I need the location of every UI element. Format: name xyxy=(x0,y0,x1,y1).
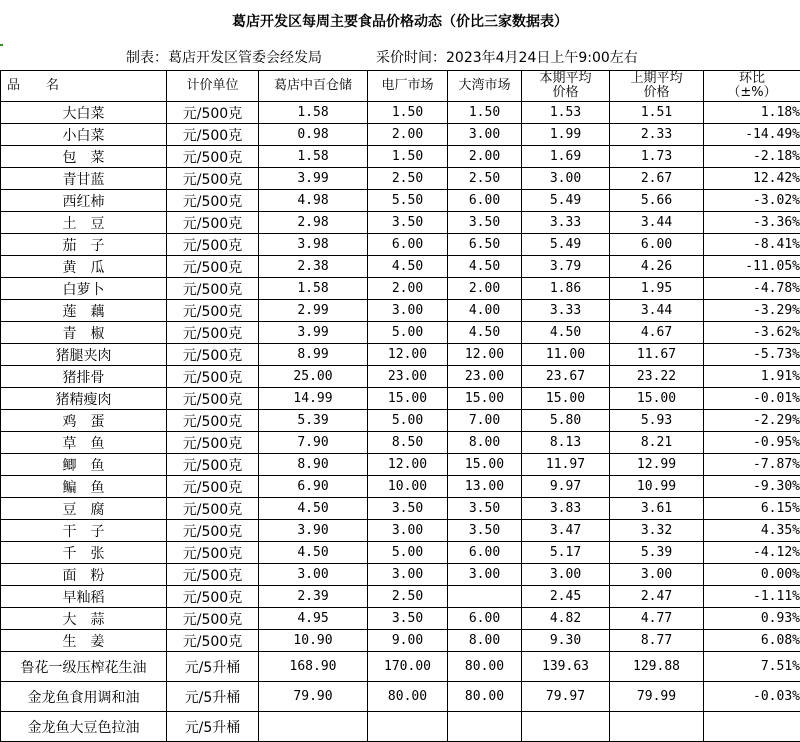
avg-price-prev: 3.61 xyxy=(610,498,704,520)
change-percent: -14.49% xyxy=(704,124,800,146)
price-market-3: 15.00 xyxy=(448,454,522,476)
table-row xyxy=(1,520,800,542)
avg-price-prev: 2.67 xyxy=(610,168,704,190)
price-market-2: 1.50 xyxy=(368,102,448,124)
collect-time: 采价时间：2023年4月24日上午9:00左右 xyxy=(376,44,638,72)
table-row xyxy=(1,124,800,146)
price-market-3: 2.00 xyxy=(448,146,522,168)
avg-price-now: 3.33 xyxy=(522,300,610,322)
item-name: 茄 子 xyxy=(1,234,167,256)
avg-price-now: 3.79 xyxy=(522,256,610,278)
price-market-1: 2.39 xyxy=(259,586,368,608)
avg-price-prev: 2.33 xyxy=(610,124,704,146)
header-avg-prev xyxy=(610,71,704,102)
price-market-1: 7.90 xyxy=(259,432,368,454)
price-market-3 xyxy=(448,586,522,608)
change-percent: -11.05% xyxy=(704,256,800,278)
change-percent: 12.42% xyxy=(704,168,800,190)
item-unit: 元/5升桶 xyxy=(167,652,259,682)
price-market-2: 9.00 xyxy=(368,630,448,652)
item-unit: 元/500克 xyxy=(167,564,259,586)
table-row xyxy=(1,432,800,454)
header-avg-now-line1: 本期平均 xyxy=(522,72,609,86)
table-row xyxy=(1,608,800,630)
change-percent: -4.12% xyxy=(704,542,800,564)
price-market-3: 7.00 xyxy=(448,410,522,432)
avg-price-prev: 5.66 xyxy=(610,190,704,212)
avg-price-now: 5.49 xyxy=(522,190,610,212)
price-market-2: 23.00 xyxy=(368,366,448,388)
price-market-2: 10.00 xyxy=(368,476,448,498)
item-name: 金龙鱼食用调和油 xyxy=(1,682,167,712)
price-market-2: 4.50 xyxy=(368,256,448,278)
change-percent: 1.91% xyxy=(704,366,800,388)
avg-price-prev: 12.99 xyxy=(610,454,704,476)
item-unit: 元/5升桶 xyxy=(167,712,259,742)
table-row xyxy=(1,388,800,410)
header-unit: 计价单位 xyxy=(167,71,259,102)
avg-price-now: 1.53 xyxy=(522,102,610,124)
price-market-3: 23.00 xyxy=(448,366,522,388)
price-market-3 xyxy=(448,712,522,742)
item-unit: 元/500克 xyxy=(167,278,259,300)
price-market-1: 8.99 xyxy=(259,344,368,366)
avg-price-now: 15.00 xyxy=(522,388,610,410)
avg-price-prev: 4.77 xyxy=(610,608,704,630)
avg-price-prev: 5.93 xyxy=(610,410,704,432)
item-unit: 元/500克 xyxy=(167,124,259,146)
avg-price-now: 8.13 xyxy=(522,432,610,454)
table-row xyxy=(1,476,800,498)
change-percent: -3.62% xyxy=(704,322,800,344)
item-name: 千 张 xyxy=(1,542,167,564)
change-percent: 0.93% xyxy=(704,608,800,630)
avg-price-prev: 1.51 xyxy=(610,102,704,124)
change-percent: 1.18% xyxy=(704,102,800,124)
price-market-3: 80.00 xyxy=(448,682,522,712)
item-name: 豆 腐 xyxy=(1,498,167,520)
price-market-2: 3.00 xyxy=(368,564,448,586)
item-name: 包 菜 xyxy=(1,146,167,168)
item-name: 小白菜 xyxy=(1,124,167,146)
avg-price-now: 5.17 xyxy=(522,542,610,564)
price-market-1: 10.90 xyxy=(259,630,368,652)
avg-price-prev: 11.67 xyxy=(610,344,704,366)
item-name: 大白菜 xyxy=(1,102,167,124)
item-unit: 元/500克 xyxy=(167,498,259,520)
header-market-3: 大湾市场 xyxy=(448,71,522,102)
price-market-2: 2.50 xyxy=(368,586,448,608)
price-market-2 xyxy=(368,712,448,742)
table-row xyxy=(1,542,800,564)
price-market-2: 5.00 xyxy=(368,542,448,564)
change-percent: 7.51% xyxy=(704,652,800,682)
change-percent: -9.30% xyxy=(704,476,800,498)
price-market-3: 80.00 xyxy=(448,652,522,682)
change-percent: -3.36% xyxy=(704,212,800,234)
avg-price-now: 5.49 xyxy=(522,234,610,256)
price-market-3: 3.00 xyxy=(448,124,522,146)
avg-price-now: 9.97 xyxy=(522,476,610,498)
table-row xyxy=(1,410,800,432)
item-unit: 元/500克 xyxy=(167,366,259,388)
price-market-1: 1.58 xyxy=(259,278,368,300)
price-market-2: 3.00 xyxy=(368,300,448,322)
change-percent: 4.35% xyxy=(704,520,800,542)
header-change-line1: 环比 xyxy=(704,72,800,86)
table-row xyxy=(1,498,800,520)
item-unit: 元/500克 xyxy=(167,454,259,476)
change-percent: 6.15% xyxy=(704,498,800,520)
avg-price-now: 1.86 xyxy=(522,278,610,300)
item-name: 金龙鱼大豆色拉油 xyxy=(1,712,167,742)
avg-price-prev xyxy=(610,712,704,742)
table-row xyxy=(1,234,800,256)
avg-price-now: 3.83 xyxy=(522,498,610,520)
table-row xyxy=(1,366,800,388)
price-market-1: 5.39 xyxy=(259,410,368,432)
change-percent: -3.29% xyxy=(704,300,800,322)
avg-price-prev: 8.21 xyxy=(610,432,704,454)
table-row xyxy=(1,212,800,234)
avg-price-prev: 129.88 xyxy=(610,652,704,682)
price-market-3: 6.00 xyxy=(448,542,522,564)
item-name: 面 粉 xyxy=(1,564,167,586)
item-unit: 元/500克 xyxy=(167,212,259,234)
price-market-3: 2.00 xyxy=(448,278,522,300)
price-market-3: 1.50 xyxy=(448,102,522,124)
price-market-1: 3.99 xyxy=(259,168,368,190)
change-percent: -0.01% xyxy=(704,388,800,410)
header-avg-now-line2: 价格 xyxy=(522,86,609,100)
price-market-2: 1.50 xyxy=(368,146,448,168)
avg-price-now: 139.63 xyxy=(522,652,610,682)
price-market-3: 8.00 xyxy=(448,630,522,652)
price-market-1: 168.90 xyxy=(259,652,368,682)
avg-price-prev: 4.67 xyxy=(610,322,704,344)
avg-price-prev: 23.22 xyxy=(610,366,704,388)
avg-price-prev: 1.73 xyxy=(610,146,704,168)
price-market-1: 3.00 xyxy=(259,564,368,586)
avg-price-prev: 3.44 xyxy=(610,300,704,322)
item-unit: 元/500克 xyxy=(167,256,259,278)
avg-price-now: 79.97 xyxy=(522,682,610,712)
item-unit: 元/500克 xyxy=(167,344,259,366)
price-market-2: 12.00 xyxy=(368,454,448,476)
table-maker: 制表：葛店开发区管委会经发局 xyxy=(126,44,322,72)
item-unit: 元/500克 xyxy=(167,542,259,564)
change-percent: 6.08% xyxy=(704,630,800,652)
price-market-3: 4.50 xyxy=(448,322,522,344)
avg-price-now: 3.33 xyxy=(522,212,610,234)
change-percent xyxy=(704,712,800,742)
item-unit: 元/500克 xyxy=(167,322,259,344)
avg-price-prev: 3.32 xyxy=(610,520,704,542)
price-market-2: 2.00 xyxy=(368,278,448,300)
price-market-1: 4.50 xyxy=(259,498,368,520)
price-market-3: 8.00 xyxy=(448,432,522,454)
price-market-1: 2.38 xyxy=(259,256,368,278)
price-market-1 xyxy=(259,712,368,742)
avg-price-prev: 3.44 xyxy=(610,212,704,234)
header-market-1: 葛店中百仓储 xyxy=(259,71,368,102)
price-market-1: 25.00 xyxy=(259,366,368,388)
item-unit: 元/500克 xyxy=(167,146,259,168)
item-unit: 元/500克 xyxy=(167,102,259,124)
price-market-2: 5.00 xyxy=(368,410,448,432)
price-market-1: 14.99 xyxy=(259,388,368,410)
header-row xyxy=(1,71,800,102)
item-unit: 元/500克 xyxy=(167,190,259,212)
item-unit: 元/500克 xyxy=(167,388,259,410)
item-name: 西红柿 xyxy=(1,190,167,212)
avg-price-prev: 15.00 xyxy=(610,388,704,410)
item-unit: 元/500克 xyxy=(167,476,259,498)
table-row xyxy=(1,564,800,586)
item-unit: 元/5升桶 xyxy=(167,682,259,712)
table-row xyxy=(1,102,800,124)
price-market-1: 6.90 xyxy=(259,476,368,498)
price-market-3: 6.00 xyxy=(448,608,522,630)
item-name: 黄 瓜 xyxy=(1,256,167,278)
table-row xyxy=(1,712,800,742)
avg-price-prev: 3.00 xyxy=(610,564,704,586)
price-market-1: 4.95 xyxy=(259,608,368,630)
avg-price-now: 11.97 xyxy=(522,454,610,476)
price-table xyxy=(0,70,800,742)
avg-price-now: 1.99 xyxy=(522,124,610,146)
item-unit: 元/500克 xyxy=(167,608,259,630)
table-row xyxy=(1,630,800,652)
item-unit: 元/500克 xyxy=(167,432,259,454)
table-row xyxy=(1,300,800,322)
avg-price-now: 3.00 xyxy=(522,168,610,190)
price-market-1: 1.58 xyxy=(259,146,368,168)
table-body xyxy=(1,102,800,742)
item-unit: 元/500克 xyxy=(167,168,259,190)
table-row xyxy=(1,322,800,344)
price-market-2: 2.50 xyxy=(368,168,448,190)
item-name: 青 椒 xyxy=(1,322,167,344)
item-name: 鲫 鱼 xyxy=(1,454,167,476)
avg-price-now: 23.67 xyxy=(522,366,610,388)
price-market-3: 3.50 xyxy=(448,212,522,234)
change-percent: -1.11% xyxy=(704,586,800,608)
price-market-1: 4.50 xyxy=(259,542,368,564)
item-unit: 元/500克 xyxy=(167,586,259,608)
avg-price-now: 9.30 xyxy=(522,630,610,652)
table-row xyxy=(1,168,800,190)
item-name: 早籼稻 xyxy=(1,586,167,608)
avg-price-now: 1.69 xyxy=(522,146,610,168)
table-row xyxy=(1,344,800,366)
header-avg-prev-line1: 上期平均 xyxy=(610,72,703,86)
item-name: 猪精瘦肉 xyxy=(1,388,167,410)
price-market-1: 3.90 xyxy=(259,520,368,542)
item-unit: 元/500克 xyxy=(167,630,259,652)
item-name: 青甘蓝 xyxy=(1,168,167,190)
table-title: 葛店开发区每周主要食品价格动态（价比三家数据表） xyxy=(0,0,800,44)
item-name: 生 姜 xyxy=(1,630,167,652)
table-row xyxy=(1,190,800,212)
avg-price-prev: 1.95 xyxy=(610,278,704,300)
table-row xyxy=(1,146,800,168)
price-market-3: 15.00 xyxy=(448,388,522,410)
header-avg-now xyxy=(522,71,610,102)
item-name: 莲 藕 xyxy=(1,300,167,322)
price-market-1: 1.58 xyxy=(259,102,368,124)
item-name: 大 蒜 xyxy=(1,608,167,630)
item-name: 鳊 鱼 xyxy=(1,476,167,498)
price-market-1: 3.98 xyxy=(259,234,368,256)
table-row xyxy=(1,278,800,300)
price-market-1: 0.98 xyxy=(259,124,368,146)
change-percent: -8.41% xyxy=(704,234,800,256)
avg-price-prev: 8.77 xyxy=(610,630,704,652)
price-market-2: 3.00 xyxy=(368,520,448,542)
price-market-1: 4.98 xyxy=(259,190,368,212)
header-market-2: 电厂市场 xyxy=(368,71,448,102)
price-market-2: 15.00 xyxy=(368,388,448,410)
avg-price-now xyxy=(522,712,610,742)
item-name: 土 豆 xyxy=(1,212,167,234)
price-market-3: 2.50 xyxy=(448,168,522,190)
avg-price-prev: 5.39 xyxy=(610,542,704,564)
avg-price-now: 2.45 xyxy=(522,586,610,608)
change-percent: -0.95% xyxy=(704,432,800,454)
price-market-3: 4.00 xyxy=(448,300,522,322)
price-market-1: 2.98 xyxy=(259,212,368,234)
price-market-1: 2.99 xyxy=(259,300,368,322)
table-meta xyxy=(0,44,800,72)
item-name: 鸡 蛋 xyxy=(1,410,167,432)
table-row xyxy=(1,256,800,278)
table-row xyxy=(1,652,800,682)
price-market-2: 170.00 xyxy=(368,652,448,682)
change-percent: -2.18% xyxy=(704,146,800,168)
price-market-2: 6.00 xyxy=(368,234,448,256)
change-percent: -3.02% xyxy=(704,190,800,212)
avg-price-now: 4.82 xyxy=(522,608,610,630)
avg-price-prev: 4.26 xyxy=(610,256,704,278)
price-market-3: 6.50 xyxy=(448,234,522,256)
avg-price-prev: 2.47 xyxy=(610,586,704,608)
avg-price-now: 5.80 xyxy=(522,410,610,432)
price-market-1: 3.99 xyxy=(259,322,368,344)
item-name: 鲁花一级压榨花生油 xyxy=(1,652,167,682)
avg-price-prev: 10.99 xyxy=(610,476,704,498)
price-market-2: 3.50 xyxy=(368,212,448,234)
change-percent: -0.03% xyxy=(704,682,800,712)
price-market-1: 79.90 xyxy=(259,682,368,712)
item-unit: 元/500克 xyxy=(167,520,259,542)
table-row xyxy=(1,586,800,608)
price-market-2: 2.00 xyxy=(368,124,448,146)
change-percent: -2.29% xyxy=(704,410,800,432)
item-unit: 元/500克 xyxy=(167,234,259,256)
header-name: 品 名 xyxy=(1,71,167,102)
header-change-line2: （±%） xyxy=(704,86,800,100)
change-percent: -7.87% xyxy=(704,454,800,476)
avg-price-prev: 79.99 xyxy=(610,682,704,712)
price-market-2: 5.00 xyxy=(368,322,448,344)
price-market-3: 6.00 xyxy=(448,190,522,212)
price-market-3: 3.00 xyxy=(448,564,522,586)
price-market-2: 3.50 xyxy=(368,608,448,630)
header-avg-prev-line2: 价格 xyxy=(610,86,703,100)
item-name: 草 鱼 xyxy=(1,432,167,454)
item-name: 白萝卜 xyxy=(1,278,167,300)
price-market-3: 3.50 xyxy=(448,520,522,542)
item-unit: 元/500克 xyxy=(167,300,259,322)
price-market-2: 80.00 xyxy=(368,682,448,712)
avg-price-prev: 6.00 xyxy=(610,234,704,256)
change-percent: 0.00% xyxy=(704,564,800,586)
item-name: 干 子 xyxy=(1,520,167,542)
item-name: 猪排骨 xyxy=(1,366,167,388)
change-percent: -4.78% xyxy=(704,278,800,300)
item-name: 猪腿夹肉 xyxy=(1,344,167,366)
avg-price-now: 3.47 xyxy=(522,520,610,542)
item-unit: 元/500克 xyxy=(167,410,259,432)
table-row xyxy=(1,454,800,476)
price-market-3: 13.00 xyxy=(448,476,522,498)
price-market-2: 3.50 xyxy=(368,498,448,520)
price-market-2: 5.50 xyxy=(368,190,448,212)
price-market-3: 4.50 xyxy=(448,256,522,278)
price-market-3: 3.50 xyxy=(448,498,522,520)
change-percent: -5.73% xyxy=(704,344,800,366)
table-row xyxy=(1,682,800,712)
avg-price-now: 3.00 xyxy=(522,564,610,586)
header-change xyxy=(704,71,800,102)
price-market-2: 8.50 xyxy=(368,432,448,454)
price-market-3: 12.00 xyxy=(448,344,522,366)
avg-price-now: 11.00 xyxy=(522,344,610,366)
avg-price-now: 4.50 xyxy=(522,322,610,344)
price-market-2: 12.00 xyxy=(368,344,448,366)
price-market-1: 8.90 xyxy=(259,454,368,476)
